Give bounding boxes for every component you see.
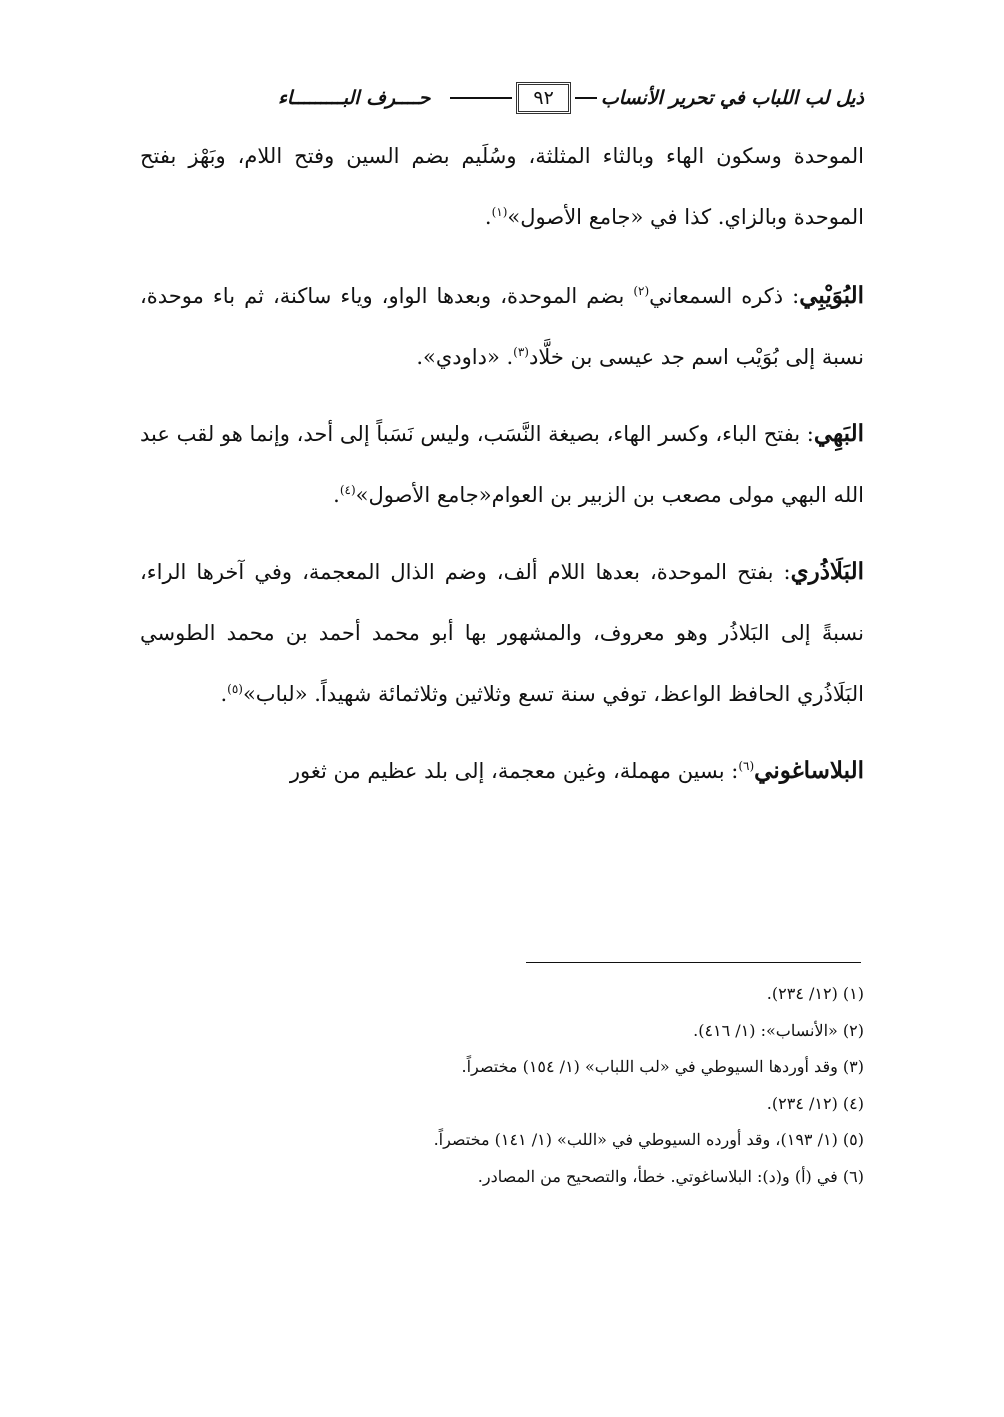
- footnote-marker: (٢): [633, 284, 650, 298]
- running-header: [140, 78, 864, 118]
- footnote: (٥) (١/ ١٩٣)، وقد أورده السيوطي في «اللب» (١/ ١٤١) مختصراً.: [433, 1130, 864, 1149]
- entry-term: البلاساغوني: [754, 757, 864, 784]
- entry-term: البَهِي: [813, 420, 864, 447]
- footnotes: [140, 976, 864, 1195]
- footnote: (٢) «الأنساب»: (١/ ٤١٦).: [693, 1020, 864, 1040]
- paragraph-text: . «داودي».: [416, 345, 514, 369]
- paragraph-text: الموحدة وسكون الهاء وبالثاء المثلثة، وسُلَيم بضم السين وفتح اللام، وبَهْز بفتح الموحدة وبالزاي. كذا في «جامع الأصول»: [140, 144, 864, 229]
- header-rule: [575, 97, 597, 99]
- footnote-marker: (٤): [339, 483, 356, 497]
- page-number: ٩٢: [516, 82, 570, 114]
- paragraph-text: .: [484, 205, 492, 229]
- paragraph-text: : ذكره السمعاني: [649, 284, 800, 308]
- footnote-marker: (١): [491, 205, 508, 219]
- footnote-separator: [526, 962, 861, 963]
- footnote: (٤) (١٢/ ٢٣٤).: [766, 1093, 864, 1113]
- paragraph-text: : بفتح الموحدة، بعدها اللام ألف، وضم الذال المعجمة، وفي آخرها الراء، نسبةً إلى البَلاذُر وهو معروف، والمشهور بها أبو محمد أحمد بن محمد الطوسي البَلَاذُري الحافظ الواعظ، توفي سنة تسع وثلاثين وثلاثمائة شهيداً. «لباب»: [140, 560, 864, 706]
- paragraph-text: .: [333, 483, 340, 507]
- footnote-marker: (٦): [738, 759, 755, 773]
- footnote-marker: (٥): [227, 682, 243, 696]
- entry-paragraph: [140, 265, 864, 388]
- main-text: [140, 126, 864, 817]
- entry-paragraph: [140, 541, 864, 725]
- paragraph-text: : بفتح الباء، وكسر الهاء، بصيغة النَّسَب، وليس نَسَباً إلى أحد، وإنما هو لقب عبد الله البهي مولى مصعب بن الزبير بن العوام«جامع الأصول»: [140, 422, 864, 507]
- chapter-title: حــــرف البـــــــــاء: [277, 87, 431, 109]
- book-title: ذيل لب اللباب في تحرير الأنساب: [600, 87, 864, 109]
- entry-paragraph: [140, 740, 864, 802]
- paragraph-text: .: [220, 682, 228, 706]
- paragraph: [140, 126, 864, 248]
- footnote: (٦) في (أ) و(د): البلاساغوتي. خطأ، والتصحيح من المصادر.: [477, 1166, 864, 1186]
- footnote: (١) (١٢/ ٢٣٤).: [766, 984, 864, 1003]
- header-rule: [450, 97, 512, 99]
- paragraph-text: بضم الموحدة، وبعدها الواو، وياء ساكنة، ثم باء موحدة، نسبة إلى بُوَيْب اسم جد عيسى بن خلَّاد: [140, 284, 864, 369]
- entry-term: البُوَيْبِي: [799, 282, 864, 309]
- footnote: (٣) وقد أوردها السيوطي في «لب اللباب» (١/ ١٥٤) مختصراً.: [461, 1057, 864, 1076]
- footnote-marker: (٣): [513, 345, 529, 359]
- entry-term: البَلَاذُري: [790, 558, 864, 585]
- paragraph-text: : بسين مهملة، وغين معجمة، إلى بلد عظيم من ثغور: [289, 759, 739, 783]
- entry-paragraph: [140, 403, 864, 526]
